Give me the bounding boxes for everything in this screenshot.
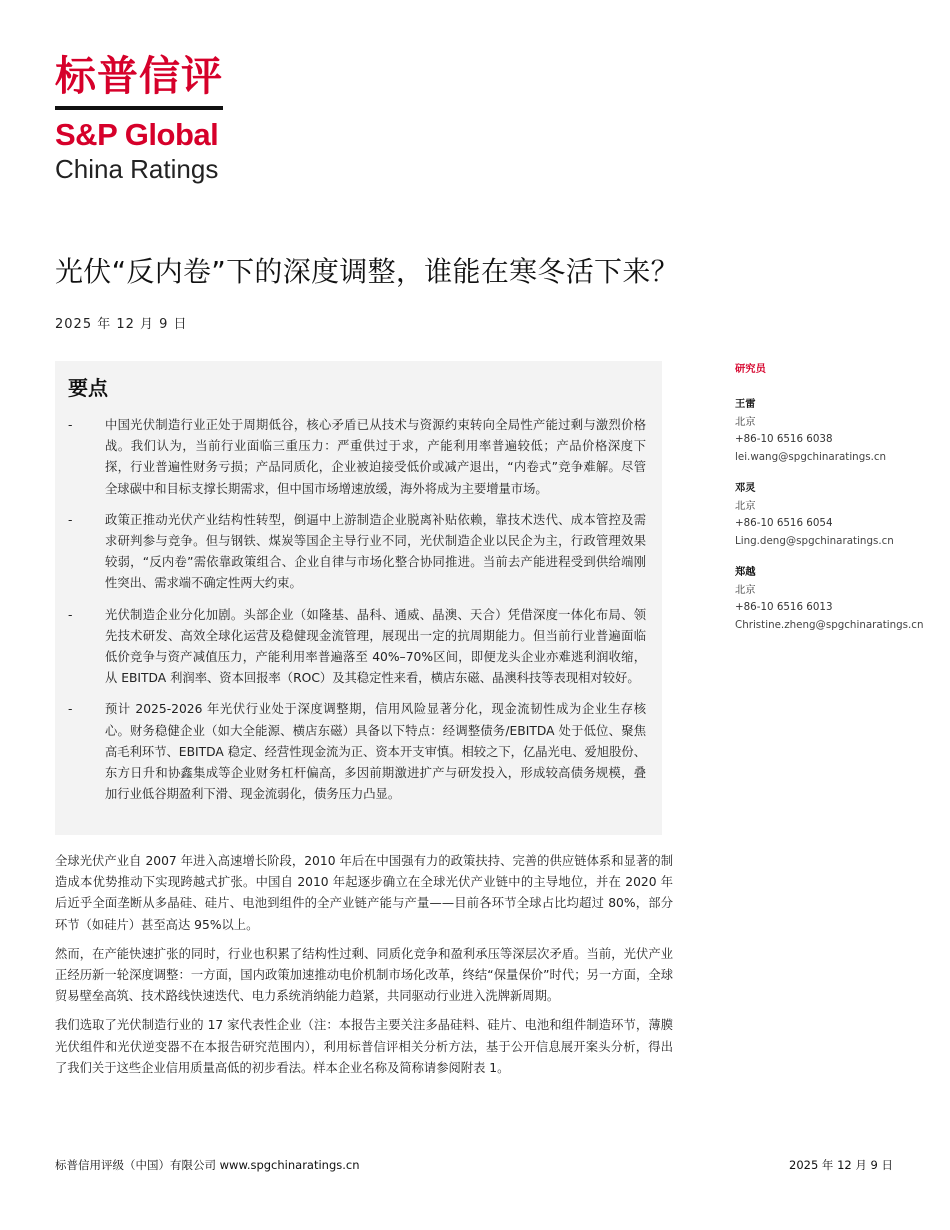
body-text (55, 851, 673, 1087)
sidebar-heading: 研究员 (735, 363, 766, 375)
key-point-text: 光伏制造企业分化加剧。头部企业（如隆基、晶科、通威、晶澳、天合）凭借深度一体化布局、领先技术研发、高效全球化运营及稳健现金流管理，展现出一定的抗周期能力。但当前行业普遍面临低价竞争与资产减值压力，产能利用率普遍落至 40%–70%区间，即便龙头企业亦难逃利润收缩，从 EBITDA 利润率、资本回报率（ROC）及其稳定性来看，横店东磁、晶澳科技等表现相对较好。 (105, 607, 646, 686)
key-point-text: 政策正推动光伏产业结构性转型，倒逼中上游制造企业脱离补贴依赖，靠技术迭代、成本管控及需求研判参与竞争。但与钢铁、煤炭等国企主导行业不同，光伏制造企业以民企为主，行政管理效果较弱，“反内卷”需依靠政策组合、企业自律与市场化整合协同推进。当前去产能进程受到供给端刚性突出、需求端不确定性两大约束。 (105, 512, 646, 591)
analyst-email-link[interactable]: Ling.deng@spgchinaratings.cn (735, 534, 894, 547)
logo-divider (55, 106, 223, 110)
body-paragraph: 然而，在产能快速扩张的同时，行业也积累了结构性过剩、同质化竞争和盈利承压等深层次矛盾。当前，光伏产业正经历新一轮深度调整：一方面，国内政策加速推动电价机制市场化改革，终结“保量保价”时代；另一方面，全球贸易壁垒高筑、技术路线快速迭代、电力系统消纳能力趋紧，共同驱动行业进入洗牌新周期。 (55, 946, 673, 1004)
key-points-heading: 要点 (68, 376, 108, 400)
analyst-city: 北京 (735, 499, 756, 512)
key-point-item (68, 415, 646, 500)
analyst-phone: +86-10 6516 6013 (735, 601, 833, 613)
body-paragraph: 全球光伏产业自 2007 年进入高速增长阶段，2010 年后在中国强有力的政策扶持、完善的供应链体系和显著的制造成本优势推动下实现跨越式扩张。中国自 2010 年起逐步确立在全球光伏产业链中的主导地位，并在 2020 年后近乎全面垄断从多晶硅、硅片、电池到组件的全产业链产能与产量——目前各环节全球占比均超过 80%，部分环节（如硅片）甚至高达 95%以上。 (55, 854, 673, 932)
analyst-city: 北京 (735, 415, 756, 428)
analyst-name: 郑越 (735, 566, 756, 578)
bullet-dash: - (68, 607, 73, 622)
bullet-dash: - (68, 512, 73, 527)
report-title: 光伏“反内卷”下的深度调整，谁能在寒冬活下来？ (55, 255, 679, 288)
company-logo (55, 52, 225, 184)
footer-company-website[interactable]: 标普信用评级（中国）有限公司 www.spgchinaratings.cn (55, 1158, 360, 1172)
footer-date: 2025 年 12 月 9 日 (789, 1158, 893, 1172)
analyst-phone: +86-10 6516 6054 (735, 517, 833, 529)
analyst-city: 北京 (735, 583, 756, 596)
analyst-name: 王雷 (735, 398, 756, 410)
analyst-sidebar (735, 362, 945, 648)
logo-english-line2: China Ratings (55, 154, 219, 184)
analyst-contact (735, 396, 945, 466)
key-point-item (68, 699, 646, 805)
analyst-name: 邓灵 (735, 482, 756, 494)
key-point-text: 中国光伏制造行业正处于周期低谷，核心矛盾已从技术与资源约束转向全局性产能过剩与激烈价格战。我们认为，当前行业面临三重压力：严重供过于求，产能利用率普遍较低；产品价格深度下探，行业普遍性财务亏损；产品同质化，企业被迫接受低价或减产退出，“内卷式”竞争难解。尽管全球碳中和目标支撑长期需求，但中国市场增速放缓，海外将成为主要增量市场。 (105, 418, 646, 496)
logo-chinese-text: 标普信评 (55, 52, 223, 100)
key-point-item (68, 510, 646, 595)
report-date: 2025 年 12 月 9 日 (55, 317, 188, 332)
key-point-text: 预计 2025-2026 年光伏行业处于深度调整期，信用风险显著分化，现金流韧性成为企业生存核心。财务稳健企业（如大全能源、横店东磁）具备以下特点：经调整债务/EBITDA 处于低位、聚焦高毛利环节、EBITDA 稳定、经营性现金流为正、资本开支审慎。相较之下，亿晶光电、爱旭股份、东方日升和协鑫集成等企业财务杠杆偏高，多因前期激进扩产与研发投入，形成较高债务规模，叠加行业低谷期盈利下滑、现金流弱化，债务压力凸显。 (105, 702, 646, 802)
analyst-phone: +86-10 6516 6038 (735, 433, 833, 445)
logo-english-line1: S&P Global (55, 117, 219, 152)
body-paragraph: 我们选取了光伏制造行业的 17 家代表性企业（注：本报告主要关注多晶硅料、硅片、电池和组件制造环节，薄膜光伏组件和光伏逆变器不在本报告研究范围内），利用标普信评相关分析方法，基于公开信息展开案头分析，得出了我们关于这些企业信用质量高低的初步看法。样本企业名称及简称请参阅附表 1。 (55, 1018, 673, 1075)
analyst-email-link[interactable]: Christine.zheng@spgchinaratings.cn (735, 618, 924, 631)
analyst-contact (735, 564, 945, 634)
analyst-email-link[interactable]: lei.wang@spgchinaratings.cn (735, 450, 887, 463)
key-point-item (68, 605, 646, 690)
bullet-dash: - (68, 702, 73, 717)
bullet-dash: - (68, 418, 73, 432)
analyst-contact (735, 480, 945, 550)
key-points-box (55, 361, 662, 835)
